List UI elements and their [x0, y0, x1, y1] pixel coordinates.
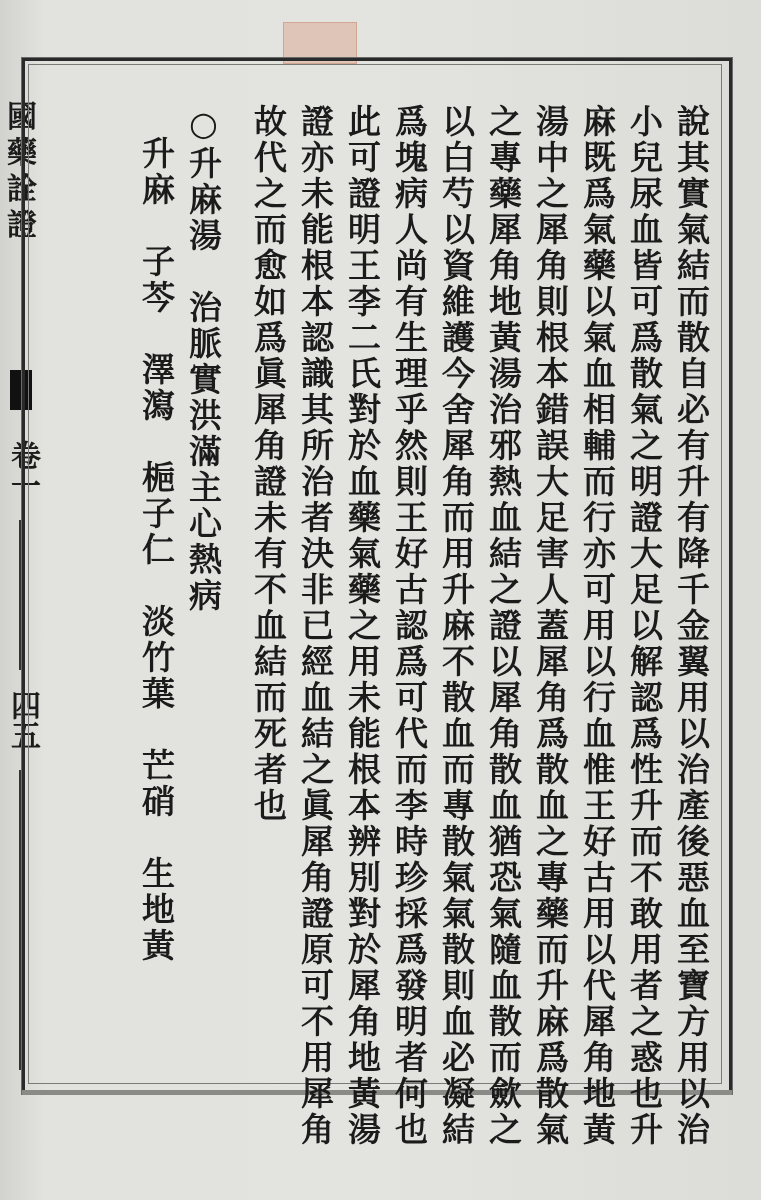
- text-column-4: 湯中之犀角則根本錯誤大足害人蓋犀角爲散血之專藥而升麻爲散氣: [531, 104, 570, 1148]
- page-number: 四五: [5, 690, 40, 750]
- formula-ingredients: 升麻 子芩 澤瀉 梔子仁 淡竹葉 芒硝 生地黃: [137, 136, 176, 964]
- running-head-title: 國藥詮證: [7, 100, 37, 243]
- text-column-2: 小兒尿血皆可爲散氣之明證大足以解認爲性升而不敢用者之惑也升: [625, 104, 664, 1148]
- spine-rule: [19, 520, 21, 670]
- text-column-1: 說其實氣結而散自必有升有降千金翼用以治產後惡血至寶方用以治: [672, 104, 711, 1148]
- spine-rule-lower: [19, 770, 21, 1070]
- text-column-8: 此可證明王李二氏對於血藥氣藥之用未能根本辨別對於犀角地黃湯: [343, 104, 382, 1148]
- text-column-5: 之專藥犀角地黃湯治邪熱血結之證以犀角散血猶恐氣隨血散而歛之: [484, 104, 523, 1148]
- text-column-3: 麻既爲氣藥以氣血相輔而行亦可用以行血惟王好古用以代犀角地黃: [578, 104, 617, 1148]
- text-column-7: 爲塊病人尚有生理乎然則王好古認爲可代而李時珍採爲發明者何也: [390, 104, 429, 1148]
- text-column-10: 故代之而愈如爲眞犀角證未有不血結而死者也: [249, 104, 288, 824]
- formula-heading: ○升麻湯 治脈實洪滿主心熱病: [184, 104, 223, 614]
- text-column-6: 以白芍以資維護今舍犀角而用升麻不散血而專散氣氣散則血必凝結: [437, 104, 476, 1148]
- text-column-9: 證亦未能根本認識其所治者決非已經血結之眞犀角證原可不用犀角: [296, 104, 335, 1148]
- running-head-volume: 卷一: [5, 440, 40, 500]
